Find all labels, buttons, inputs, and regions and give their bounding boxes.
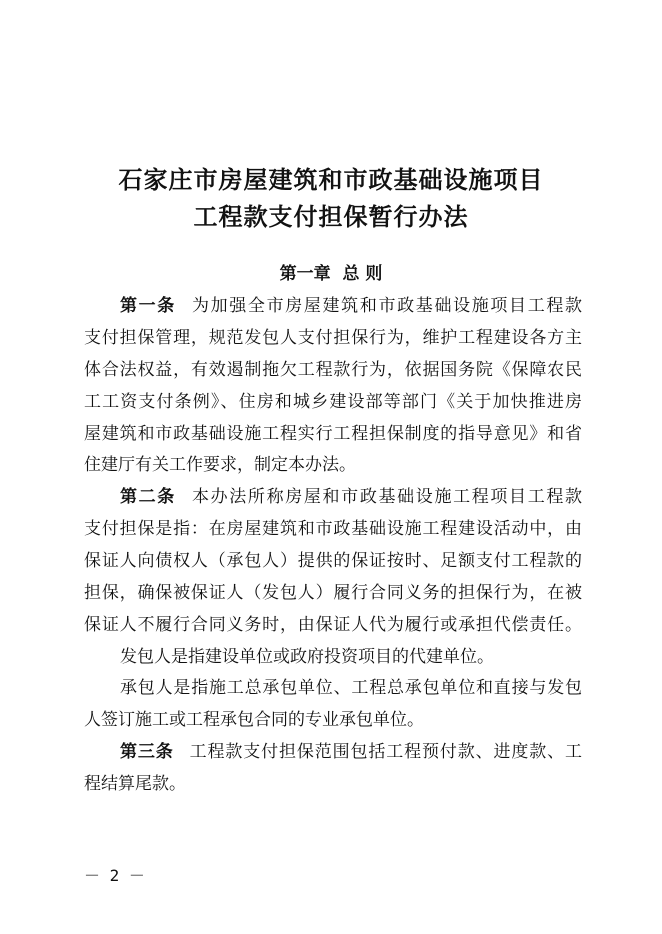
employer-definition: 发包人是指建设单位或政府投资项目的代建单位。 xyxy=(120,647,494,667)
article-2-line-4: 担保，确保被保证人（发包人）履行合同义务的担保行为，在被 xyxy=(84,583,582,603)
article-3-line-1: 第三条 工程款支付担保范围包括工程预付款、进度款、工 xyxy=(120,742,582,762)
document-title-line-2: 工程款支付担保暂行办法 xyxy=(193,202,469,231)
article-1-line-1: 第一条 为加强全市房屋建筑和市政基础设施项目工程款 xyxy=(120,296,583,316)
article-2-line-1: 第二条 本办法所称房屋和市政基础设施工程项目工程款 xyxy=(120,487,583,507)
article-1-line-2: 支付担保管理，规范发包人支付担保行为，维护工程建设各方主 xyxy=(84,328,582,348)
document-title-line-1: 石家庄市房屋建筑和市政基础设施项目 xyxy=(118,165,544,194)
article-1-line-5: 屋建筑和市政基础设施工程实行工程担保制度的指导意见》和省 xyxy=(84,424,582,444)
article-2-line-3: 保证人向债权人（承包人）提供的保证按时、足额支付工程款的 xyxy=(84,551,582,571)
chapter-heading: 第一章 总 则 xyxy=(279,264,383,284)
page-number: － 2 － xyxy=(84,866,145,885)
article-1-line-6: 住建厅有关工作要求，制定本办法。 xyxy=(84,455,356,475)
article-2-line-2: 支付担保是指：在房屋建筑和市政基础设施工程建设活动中，由 xyxy=(84,519,582,539)
article-3-line-2: 程结算尾款。 xyxy=(84,774,186,794)
article-3-label: 第三条 xyxy=(120,742,174,762)
article-1-label: 第一条 xyxy=(120,296,176,316)
article-1-line-4: 工工资支付条例》、住房和城乡建设部等部门《关于加快推进房 xyxy=(84,392,582,412)
contractor-definition-line-1: 承包人是指施工总承包单位、工程总承包单位和直接与发包 xyxy=(120,678,582,698)
article-1-line-3: 体合法权益，有效遏制拖欠工程款行为，依据国务院《保障农民 xyxy=(84,360,582,380)
contractor-definition-line-2: 人签订施工或工程承包合同的专业承包单位。 xyxy=(84,710,424,730)
article-2-line-5: 保证人不履行合同义务时，由保证人代为履行或承担代偿责任。 xyxy=(84,615,582,635)
article-2-label: 第二条 xyxy=(120,487,176,507)
